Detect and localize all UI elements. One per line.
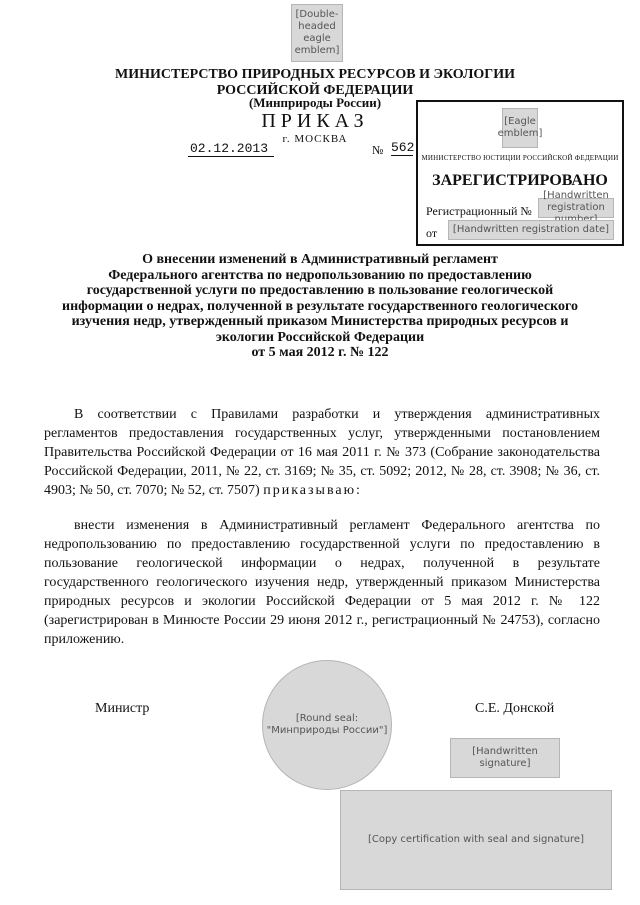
order-number-sign: № bbox=[372, 143, 384, 157]
stamp-number-label: Регистрационный № bbox=[426, 204, 532, 218]
order-number: 562 bbox=[391, 140, 415, 155]
copy-certification-image: [Copy certification with seal and signature] bbox=[340, 790, 612, 890]
stamp-agency: МИНИСТЕРСТВО ЮСТИЦИИ РОССИЙСКОЙ ФЕДЕРАЦИИ bbox=[421, 154, 619, 162]
stamp-status: ЗАРЕГИСТРИРОВАНО bbox=[432, 172, 608, 189]
ministry-name: МИНИСТЕРСТВО ПРИРОДНЫХ РЕСУРСОВ И ЭКОЛОГИИ РОССИЙСКОЙ ФЕДЕРАЦИИ bbox=[115, 67, 515, 98]
order-verb: приказываю: bbox=[263, 483, 362, 498]
ministry-short-name: (Минприроды России) bbox=[248, 95, 382, 110]
preamble-paragraph bbox=[44, 405, 600, 500]
registration-date-image: [Handwritten registration date] bbox=[448, 220, 614, 240]
issue-city: г. МОСКВА bbox=[282, 133, 348, 145]
registration-number-image: [Handwritten registration bbox=[538, 198, 614, 218]
signatory-role: Министр bbox=[95, 701, 150, 716]
registration-stamp bbox=[416, 100, 624, 246]
operative-paragraph bbox=[44, 516, 600, 649]
signatory-name: С.Е. Донской bbox=[475, 701, 555, 716]
order-date: 02.12.2013 bbox=[188, 141, 274, 157]
preamble-text: В соответствии с Правилами разработки и утверждения административных регламентов предоставления государственных услуг, утвержденными постановлением Правительства Российской Федерации от 16 мая 2011 г. № 373 (Собрание законодательства Российской Федерации, 2011, № 22, ст. 3169; № 35, ст. 5092; 2012, № 28, ст. 3908; № 36, ст. 4903; № 50, ст. 7070; № 52, ст. 7507) bbox=[44, 407, 600, 498]
stamp-date-label: от bbox=[426, 226, 438, 240]
state-emblem-image: [Double-headed eagle emblem] bbox=[291, 4, 343, 62]
order-title: О внесении изменений в Административный регламент Федерального агентства по недропользованию по предоставлению государственной услуги по предоставлению в пользование геологической информации о недрах, полученной в результате государственного геологического изучения недр, утвержденный приказом Министерства природных ресурсов и экологии Российской Федерации от 5 мая 2012 г. № 122 bbox=[62, 252, 578, 360]
official-seal-image: [Round seal: "Минприроды России"] bbox=[262, 660, 392, 790]
operative-text: внести изменения в Административный регламент Федерального агентства по недропользованию по предоставлению государственной услуги по предоставлению в пользование геологической информации о недрах, полученной в результате государственного геологического изучения недр, утвержденный приказом Министерства природных ресурсов и экологии Российской Федерации от 5 мая 2012 г. № 122 (зарегистрирован в Минюсте России 29 июня 2012 г., регистрационный № 24753), согласно приложению. bbox=[44, 518, 600, 647]
document-type: ПРИКАЗ bbox=[261, 110, 369, 132]
stamp-emblem-image: [Eagle emblem] bbox=[502, 108, 538, 148]
signature-image: [Handwritten signature] bbox=[450, 738, 560, 778]
